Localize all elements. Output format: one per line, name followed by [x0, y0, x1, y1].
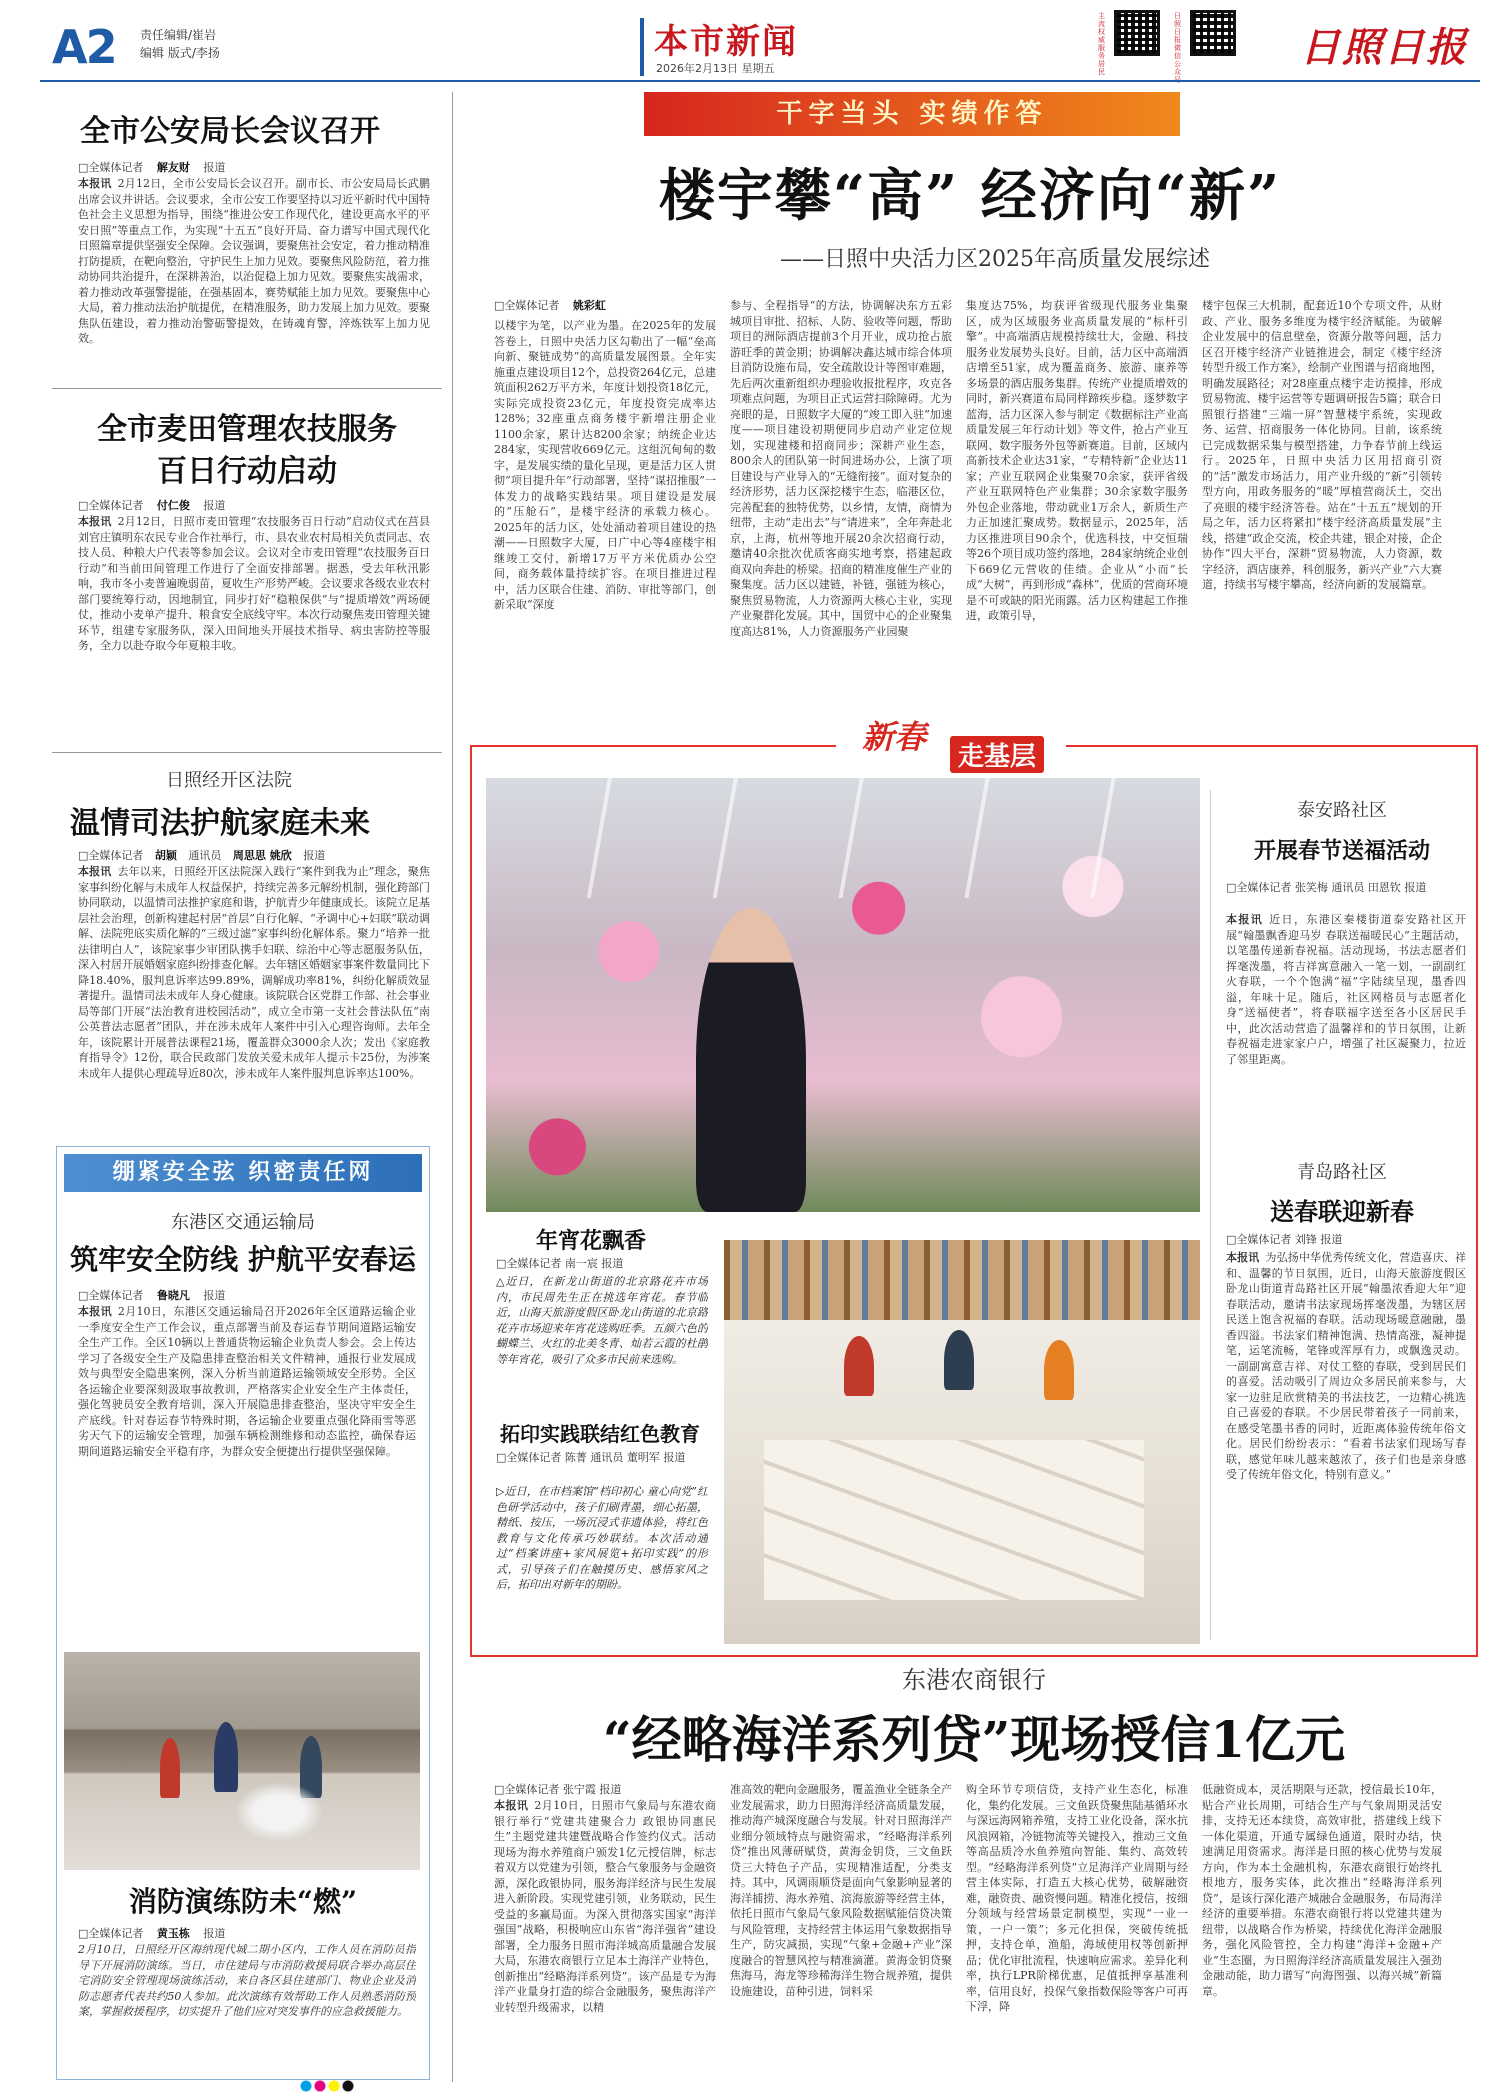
byline-prefix: □全媒体记者 — [494, 299, 560, 312]
transport-article-title: 筑牢安全防线 护航平安春运 — [70, 1243, 416, 1276]
byline-author: 姚彩虹 — [572, 299, 606, 312]
court-article-body — [78, 864, 430, 1126]
transport-article-body — [78, 1304, 416, 1646]
lead-label: 本报讯 — [1226, 913, 1264, 926]
wheat-article-byline — [78, 498, 225, 514]
police-article-title: 全市公安局长会议召开 — [80, 114, 380, 149]
lead-label: 本报讯 — [78, 177, 112, 190]
qr1-caption: 主流权威 服务居民 — [1098, 12, 1105, 76]
registration-marks — [300, 2080, 400, 2092]
bookshelf — [724, 1240, 1200, 1320]
feature-column-3: 集度达75%，均获评省级现代服务业集聚区，成为区域服务业高质量发展的“标杆引擎”。中高端酒店规模持续壮大，金融、科技服务业发展势头良好。目前，活力区中高端酒店增至51家，成为覆盖商务、旅游、康养等多场景的酒店服务集群。传统产业提质增效的同时，新兴赛道布局同样蹄疾步稳。逐梦数字蓝海，活力区深入参与制定《数据标注产业高质量发展三年行动计划》等文件，抢占产业互联网、数字服务外包等新赛道。目前，区域内高新技术企业达31家，“专精特新”企业达11家；产业互联网企业集聚70余家，获评省级产业互联网特色产业集群；30余家数字服务外包企业落地，带动就业1万余人，新质生产力正加速汇聚成势。数据显示，2025年，活力区推进项目90余个，优选科技，中交恒瑞等26个项目成功签约落地，284家纳统企业创下669亿元营收的佳绩。企业从“小而”长成“大树”，再到形成“森林”，优质的营商环境是不可或缺的阳光雨露。活力区构建起工作推进，政策引导， — [966, 299, 1188, 622]
article-text: 2月10日，东港区交通运输局召开2026年全区道路运输企业一季度安全生产工作会议，重点部署当前及春运春节期间道路运输安全生产工作。全区10辆以上普通货物运输企业负责人参会。会上传达学习了各级安全生产及隐患排查整治相关文件精神，通报行业发展成效与典型安全隐患案例，深入分析当前道路运输领域安全形势。全区各运输企业要深刻汲取事故教训，严格落实企业安全生产主体责任，强化驾驶员安全教育培训，深入开展隐患排查整治，坚决守牢安全生产底线。针对春运春节特殊时期，各运输企业要重点强化降雨雪等恶劣天气下的运输安全管理，加强车辆检测维修和动态监控，确保春运期间道路运输安全平稳有序，为群众安全便捷出行提供坚强保障。 — [78, 1305, 416, 1458]
fire-drill-byline — [78, 1926, 225, 1942]
byline-author: 鲁晓凡 — [156, 1289, 190, 1302]
spring-banner-2: 走基层 — [950, 736, 1044, 773]
feature-byline — [494, 298, 606, 314]
qingdao-kicker: 青岛路社区 — [1297, 1162, 1387, 1183]
fire-drill-title: 消防演练防未“燃” — [128, 1885, 358, 1918]
article-text: 近日，东港区秦楼街道泰安路社区开展“翰墨飘香迎马岁 春联送福暖民心”主题活动，以笔墨传递新春祝福。活动现场，书法志愿者们挥毫泼墨，将吉祥寓意融入一笔一划，一副副红火春联，一个个饱满“福”字陆续呈现，墨香四溢，年味十足。随后，社区网格员与志愿者化身“送福使者”，将春联福字送至各小区居民手中，此次活动营造了温馨祥和的节日氛围，让新春祝福走进家家户户，增强了社区凝聚力，拉近了邻里距离。 — [1226, 913, 1466, 1066]
photo1-caption-title: 年宵花飘香 — [535, 1228, 646, 1254]
byline-author: 胡颖 — [154, 849, 177, 862]
photo2-caption-title: 拓印实践联结红色教育 — [500, 1422, 700, 1446]
child-figure — [1044, 1340, 1074, 1400]
bank-kicker: 东港农商银行 — [902, 1666, 1046, 1694]
qr2-caption: 日照日报 微信公众 — [1174, 12, 1181, 76]
issue-date: 2026年2月13日 星期五 — [656, 62, 775, 75]
masthead-bottom-rule — [40, 80, 1480, 82]
feature-column-4: 楼宇包保三大机制，配套近10个专项文件，从财政、产业、服务多维度为楼宇经济赋能。为破解企业发展中的信息壁垒，资源分散等问题，活力区召开楼宇经济产业链推进会，制定《楼宇经济转型升级工作方案》，绘制产业图谱与招商地图，明确发展路径；对28座重点楼宇走访摸排，形成贸易物流、楼宇运营等专题调研报告5篇；联合日照银行搭建“三端一屏”智慧楼宇系统，实现政务、运营、招商服务一体化协同。目前，该系统已完成数据采集与模型搭建，力争春节前上线运行。2025年，日照中央活力区用招商引资的“活”激发市场活力，用产业升级的“新”引领转型方向，用政务服务的“暖”厚植营商沃土，交出了亮眼的楼宇经济答卷。站在“十五五”规划的开局之年，活力区将紧扣“楼宇经济高质量发展”主线，搭建“政企交流，校企共建，银企对接，企企协作”四大平台，深耕“贸易物流，人力资源，数字经济，酒店康养，科创服务，新兴产业”六大赛道，持续书写楼宇攀高，经济向新的发展篇章。 — [1202, 299, 1442, 591]
wheat-article-title-1: 全市麦田管理农技服务 — [97, 412, 397, 447]
photo2-byline: □全媒体记者 陈菁 通讯员 董明军 报道 — [496, 1451, 686, 1464]
court-article-byline — [78, 848, 325, 864]
byline-prefix: □全媒体记者 — [78, 1927, 144, 1940]
court-article-title: 温情司法护航家庭未来 — [70, 806, 370, 841]
article-text: 2月12日，全市公安局长会议召开。副市长、市公安局局长武鹏出席会议并讲话。会议要求，全市公安工作要坚持以习近平新时代中国特色社会主义思想为指导，围绕“推进公安工作现代化，建设更高水平的平安日照”等重点工作，为实现“十五五”良好开局、奋力谱写中国式现代化日照篇章提供坚强安全保障。会议强调，要聚焦社会安定，着力推动精准打防提质，在靶向整治，守护民生上加力见效。要聚焦风险防范，着力推动协同共治提升，在深耕善治，以治促稳上加力见效。要聚焦实战需求，着力推动改革强警提能，在强基固本，赛势赋能上加力见效。要聚焦中心大局，着力推动法治护航提优，在精准服务，助力发展上加力见效。要聚焦队伍建设，着力推动治警砺警提效，在铸魂育警，淬炼铁军上加力见效。 — [78, 177, 430, 345]
byline-suffix: 报道 — [203, 161, 226, 174]
editor-line-2: 编辑 版式/李扬 — [140, 46, 220, 60]
lead-label: 本报讯 — [78, 865, 112, 878]
qingdao-title: 送春联迎新春 — [1270, 1197, 1414, 1226]
transport-article-byline — [78, 1288, 225, 1304]
police-article-body — [78, 176, 430, 371]
qr-code-1 — [1114, 10, 1160, 56]
byline-prefix: □全媒体记者 — [78, 499, 144, 512]
byline-author: 解友财 — [156, 161, 190, 174]
qingdao-byline: □全媒体记者 刘锋 报道 — [1226, 1233, 1343, 1246]
feature-subtitle: ——日照中央活力区2025年高质量发展综述 — [780, 247, 1210, 272]
article-text: 去年以来，日照经开区法院深入践行“案件到我为止”理念，聚焦家事纠纷化解与未成年人权益保护，持续完善多元解纷机制，强化跨部门协同联动，以温情司法推护家庭和谐，护航青少年健康成长。该院立足基层社会治理，创新构建起村居“首层”自行化解、“矛调中心+妇联”联动调解、法院兜底实质化解的“三级过滤”家事纠纷化解体系。聚力“培养一批法律明白人”，该院家事少审团队携手妇联、综治中心等志愿服务队伍，深入村居开展婚姻家庭纠纷排查化解。去年辖区婚姻家事案件数量同比下降18.40%，服判息诉率达99.89%，调解成功率81%，纠纷化解质效显著提升。温情司法未成年人身心健康。该院联合区党群工作部、社会事业局等部门开展“法治教育进校园活动”，成立全市第一支社会普法队伍“南公英普法志愿者”团队，并在涉未成年人案件中引入心理咨询师。去年全年，该院累计开展普法课程21场，覆盖群众3000余人次；发出《家庭教育指导令》12份，联合民政部门发放关爱未成年人提示卡25份，为涉案未成年人提供心理疏导近80次，涉未成年人案件服判息诉率达100%。 — [78, 865, 430, 1080]
feature-column-1: 以楼宇为笔，以产业为墨。在2025年的发展答卷上，日照中央活力区勾勒出了一幅“垒高向新、聚链成势”的高质量发展图景。全年实施重点建设项目12个，总投资264亿元，总建筑面积262万平方米，年度计划投资18亿元，实际完成投资23亿元，年度投资完成率达128%；32座重点商务楼宇新增注册企业1100余家，累计达8200余家；纳统企业达284家，实现营收669亿元。这组沉甸甸的数字，是发展实绩的量化呈现，更是活力区人贯彻“项目提升年”行动部署，坚持“谋招推服”一体发力的战略实践结果。项目建设是发展的“压舱石”，是楼宇经济的承载力核心。2025年的活力区，处处涌动着项目建设的热潮——日照数字大厦，日广中心等4座楼宇相继竣工交付，新增17万平方米优质办公空间，商务载体量持续扩容。在项目推进过程中，活力区联合住建、消防、审批等部门，创新采取“深度 — [494, 319, 716, 611]
wheat-article-title-2: 百日行动启动 — [157, 454, 337, 489]
section-title: 本市新闻 — [654, 22, 798, 62]
child-figure — [844, 1336, 874, 1396]
lead-label: 本报讯 — [494, 1799, 529, 1812]
spring-banner-1: 新春 — [862, 718, 927, 756]
lead-label: 本报讯 — [78, 515, 112, 528]
bank-column-4: 低融资成本，灵活期限与还款，授信最长10年，贴合产业长周期，可结合生产与气象周期灵活安排，支持无还本续贷，高效审批，搭建线上线下一体化渠道，开通专属绿色通道，限时办结，快速满足用资需求。海洋是日照的核心优势与发展方向，作为本土金融机构，东港农商银行始终扎根地方，服务实体，此次推出“经略海洋系列贷”，是该行深化港产城融合金融服务，布局海洋经济的重要举措。东港农商银行将以党建共建为纽带，以战略合作为桥梁，持续优化海洋金融服务，强化风险管控，全力构建“海洋+金融+产业”生态圈，为日照海洋经济高质量发展注入强劲金融动能，助力谱写“向海图强、以海兴城”新篇章。 — [1202, 1783, 1442, 1998]
feature-column-2: 参与、全程指导”的方法，协调解决东方五彩城项目审批、招标、人防、验收等问题，帮助项目的洲际酒店提前3个月开业，成功抢占旅游旺季的黄金期；协调解决鑫达城市综合体项目消防设施布局，安全疏散设计等图审难题，先后两次重新组织办理验收报批程序，攻克各项难点问题，为项目正式运营扫除障碍。尤为亮眼的是，日照数字大厦的“竣工即入驻”加速度——项目建设初期便同步启动产业定位规划，实现建楼和招商同步；深耕产业生态，800余人的团队第一时间进场办公，上演了项目建设与产业导入的“无缝衔接”。面对复杂的经济形势，活力区深挖楼宇生态，临港区位，完善配套的独特优势，以乡情，友情，商情为纽带，主动“走出去”与“请进来”，全年奔赴北京，上海，杭州等地开展20余次招商行动，邀请40余批次优质客商实地考察，搭建起政商双向奔赴的桥梁。招商的精准度催生产业的聚集度。活力区以建链，补链，强链为核心，聚焦贸易物流，人力资源两大核心主业，实现产业聚群化发展。其中，国贸中心的企业聚集度高达81%，人力资源服务产业园聚 — [730, 299, 952, 638]
page-number: A2 — [52, 20, 116, 74]
bank-title: “经略海洋系列贷”现场授信1亿元 — [602, 1710, 1346, 1769]
byline-suffix: 报道 — [203, 1927, 226, 1940]
divider — [52, 752, 442, 753]
byline-suffix: 报道 — [203, 499, 226, 512]
byline-prefix: □全媒体记者 — [78, 161, 144, 174]
taian-title: 开展春节送福活动 — [1253, 838, 1430, 864]
bank-column-3: 购全环节专项信贷，支持产业生态化，标准化，集约化发展。三文鱼跃贷聚焦陆基循环水与深远海网箱养殖，支持工业化设备，深水抗风浪网箱，冷链物流等关键投入，推动三文鱼等高品质冷水鱼养殖向智能、集约、高效转型。“经略海洋系列贷”立足海洋产业周期与经营主体实际，打造五大核心优势，破解融资难，融资贵、融资慢问题。精准化授信，按细分领域与经营场景定制模型，实现“一业一策，一户一策”；多元化担保，突破传统抵押，支持仓单，渔船，海域使用权等创新押品；优化审批流程，快速响应需求。差异化利率，执行LPR阶梯优惠，足值抵押享基准利率，信用良好，投保气象指数保险等客户可再下浮，降 — [966, 1783, 1188, 2013]
safety-banner: 绷紧安全弦 织密责任网 — [64, 1154, 422, 1192]
byline-mid: 通讯员 — [188, 849, 222, 862]
court-kicker: 日照经开区法院 — [166, 770, 292, 791]
taian-kicker: 泰安路社区 — [1297, 800, 1387, 821]
transport-kicker: 东港区交通运输局 — [171, 1212, 315, 1233]
lead-label: 本报讯 — [1226, 1251, 1260, 1264]
feature-title: 楼宇攀“高” 经济向“新” — [658, 163, 1282, 229]
greenhouse-frame — [486, 778, 1200, 898]
bank-column-1 — [494, 1798, 716, 2080]
flower-market-photo — [486, 778, 1200, 1212]
bank-column-2: 准高效的靶向金融服务，覆盖渔业全链条全产业发展需求，助力日照海洋经济高质量发展，推动海产城深度融合与发展。针对日照海洋产业细分领域特点与融资需求，“经略海洋系列贷”推出风薄研赋贷，黄海金钥贷，三文鱼跃贷三大特色子产品，实现精准适配，分类支持。其中，风调雨顺贷是面向气象影响显著的海洋捕捞、海水养殖、滨海旅游等经营主体，依托日照市气象局气象风险数据赋能信贷决策与风险管理，支持经营主体运用气象数据指导生产，防灾减损，实现“气象+金融+产业”深度融合的智慧风控与精准滴灌。黄海金钥贷聚焦海马，海龙等珍稀海洋生物合规养殖，提供设施建设，苗种引进，饲料采 — [730, 1783, 952, 1998]
wheat-article-body — [78, 514, 430, 732]
byline-suffix: 报道 — [303, 849, 326, 862]
taian-byline: □全媒体记者 张笑梅 通讯员 田恩钦 报道 — [1226, 881, 1427, 894]
photo2-caption: ▷近日，在市档案馆“档印初心 童心向党”红色研学活动中，孩子们刷青墨，细心拓墨，精纸、按压，一场沉浸式非遗体验，将红色教育与文化传承巧妙联结。本次活动通过“档案讲座+家风展览+拓印实践”的形式，引导孩子们在触摸历史、感悟家风之后，拓印出对新年的期盼。 — [496, 1485, 708, 1591]
lead-label: 本报讯 — [78, 1305, 112, 1318]
divider — [52, 388, 442, 389]
byline-prefix: □全媒体记者 — [78, 1289, 144, 1302]
qr-code-2 — [1190, 10, 1236, 56]
qingdao-body — [1226, 1250, 1466, 1642]
article-text: 2月12日，日照市麦田管理“农技服务百日行动”启动仪式在莒县刘官庄镇明东农民专业合作社举行，市、县农业农村局相关负责同志、农技人员、种粮大户代表等参加会议。会议对全市麦田管理“农技服务百日行动”和当前田间管理工作进行了全面安排部署。据悉，受去年秋汛影响，我市冬小麦普遍晚弱苗，夏收生产形势严峻。会议要求各级农业农村部门要统筹行动，因地制宜，同步打好“稳粮保供”与“提质增效”两场硬仗，推动小麦单产提升、粮食安全底线守牢。本次行动聚焦麦田管理关键环节，组建专家服务队，深入田间地头开展技术指导、病虫害防控等服务，全力以赴夺取今年夏粮丰收。 — [78, 515, 430, 652]
rubbing-papers — [764, 1440, 1144, 1600]
photo1-byline: □全媒体记者 南一宸 报道 — [496, 1257, 624, 1270]
taian-body — [1226, 912, 1466, 1148]
byline-suffix: 报道 — [203, 1289, 226, 1302]
masthead-divider-left — [640, 18, 644, 76]
police-article-byline — [78, 160, 225, 176]
editor-line-1: 责任编辑/崔岩 — [140, 28, 217, 42]
rubbing-class-photo — [724, 1240, 1200, 1644]
spring-column-divider — [1210, 790, 1211, 1640]
red-banner: 干字当头 实绩作答 — [644, 92, 1180, 136]
paper-logo: 日照日报 — [1300, 24, 1468, 71]
byline-prefix: □全媒体记者 — [78, 849, 144, 862]
shopper-figure — [696, 908, 806, 1212]
bank-byline: □全媒体记者 张宁霞 报道 — [494, 1783, 622, 1796]
article-text: 为弘扬中华优秀传统文化，营造喜庆、祥和、温馨的节日氛围，近日，山海天旅游度假区卧龙山街道青岛路社区开展“翰墨浓香迎大年”迎春联活动，邀请书法家现场挥毫泼墨，为辖区居民送上饱含祝福的春联。活动现场暖意融融，墨香四溢。书法家们精神饱满、热情高涨，凝神提笔，运笔流畅，笔锋或浑厚有力，或飘逸灵动。一副副寓意吉祥、对仗工整的春联，受到居民们的喜爱。活动吸引了周边众多居民前来参与，大家一边驻足欣赏精美的书法技艺，一边精心挑选自己喜爱的春联。不少居民带着孩子一同前来，在感受笔墨书香的同时，近距离体验传统年俗文化。居民们纷纷表示：“看着书法家们现场写春联，感觉年味儿越来越浓了，孩子们也是亲身感受了传统年俗文化，特别有意义。” — [1226, 1251, 1466, 1481]
resident-figure — [160, 1738, 180, 1798]
byline-author-2: 周思思 姚欣 — [232, 849, 292, 862]
extinguisher-spray — [234, 1782, 324, 1842]
byline-author: 黄玉栋 — [156, 1927, 190, 1940]
fire-drill-body: 2月10日，日照经开区海纳现代城二期小区内，工作人员在消防员指导下开展消防演练。当日，市住建局与市消防救援局联合举办高层住宅消防安全管理现场演练活动，来自各区县住建部门、物业企业及消防志愿者代表共约50人参加。此次演练有效帮助工作人员熟悉消防预案，掌握救援程序，切实提升了他们应对突发事件的应急救援能力。 — [78, 1943, 416, 2018]
article-text: 2月10日，日照市气象局与东港农商银行举行“党建共建聚合力 政银协同惠民生”主题党建共建暨战略合作签约仪式。活动现场为海水养殖商户颁发1亿元授信牌，标志着双方以党建为引领，整合气象服务与金融资源，深化政银协同，服务海洋经济与民生发展进入新阶段。实现党建引领，业务联动，民生受益的多赢局面。为深入贯彻落实国家“海洋强国”战略，积极响应山东省“海洋强省”建设部署，全力服务日照市海洋城高质量融合发展大局，东港农商银行立足本土海洋产业特色，创新推出“经略海洋系列贷”。该产品是专为海洋产业量身打造的综合金融服务，聚焦海洋产业转型升级需求，以精 — [494, 1799, 716, 2014]
child-figure — [944, 1330, 974, 1390]
byline-author: 付仁俊 — [156, 499, 190, 512]
left-column-divider — [452, 92, 453, 2082]
fire-drill-photo — [64, 1652, 420, 1870]
photo1-caption: △近日，在新龙山街道的北京路花卉市场内，市民周先生正在挑选年宵花。春节临近，山海天旅游度假区卧龙山街道的北京路花卉市场迎来年宵花选购旺季。五颜六色的蝴蝶兰、火红的北美冬青、灿若云霞的杜鹃等年宵花，吸引了众多市民前来选购。 — [496, 1275, 708, 1366]
